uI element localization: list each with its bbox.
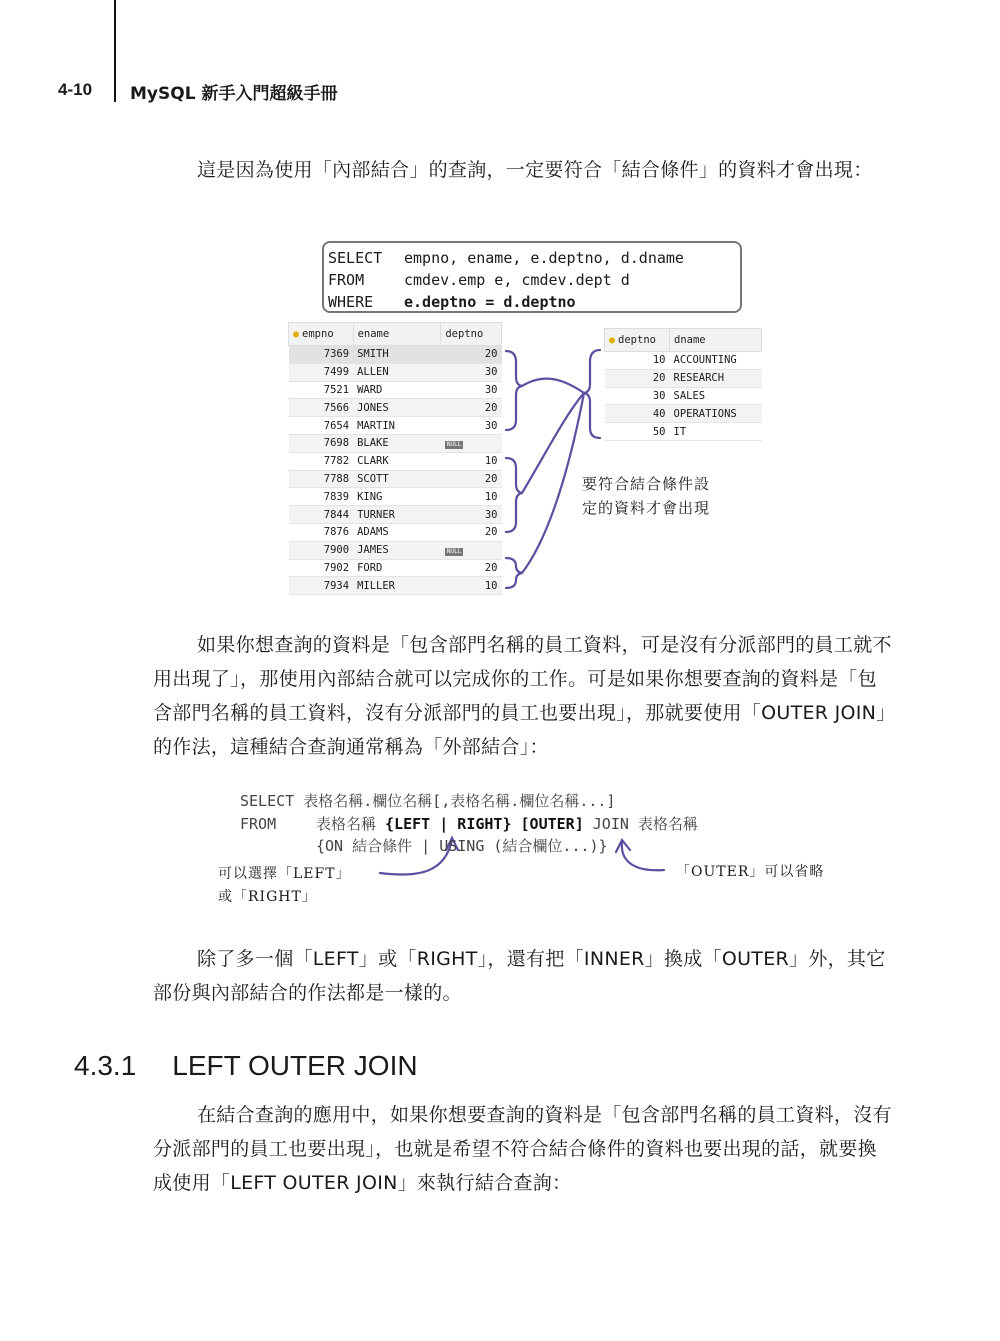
cell-deptno: 10: [441, 577, 502, 595]
cell-empno: 7521: [289, 381, 354, 399]
cell-empno: 7788: [289, 470, 354, 488]
cell-empno: 7839: [289, 488, 354, 506]
connector-2: [522, 393, 584, 493]
brace-emp-group-1: [506, 351, 522, 430]
cell-ename: ADAMS: [353, 523, 441, 541]
paragraph-4: 在結合查詢的應用中，如果你想要查詢的資料是「包含部門名稱的員工資料，沒有分派部門的員工也要出現」，也就是希望不符合結合條件的資料也要出現的話，就要換成使用「LEFT OUTER JOIN」來執行結合查詢：: [153, 1104, 892, 1194]
key-icon: ●: [609, 335, 616, 346]
cell-empno: 7782: [289, 452, 354, 470]
connector-3: [522, 393, 584, 573]
cell-ename: FORD: [353, 559, 441, 577]
cell-empno: 7902: [289, 559, 354, 577]
cell-dname: IT: [670, 423, 762, 441]
cell-empno: 7900: [289, 541, 354, 559]
cell-dname: RESEARCH: [670, 369, 762, 387]
null-badge: NULL: [446, 548, 462, 556]
cell-dname: SALES: [670, 387, 762, 405]
cell-deptno: 40: [605, 405, 670, 423]
page-number: 4-10: [58, 80, 93, 99]
cell-ename: ALLEN: [353, 363, 441, 381]
cell-empno: 7654: [289, 417, 354, 435]
cell-deptno: 30: [441, 381, 502, 399]
column-header-ename[interactable]: ename: [353, 323, 441, 346]
cell-deptno: 30: [605, 387, 670, 405]
brace-emp-group-3: [506, 558, 522, 588]
paragraph-2: 如果你想查詢的資料是「包含部門名稱的員工資料，可是沒有分派部門的員工就不用出現了」，那使用內部結合就可以完成你的工作。可是如果你想要查詢的資料是「包含部門名稱的員工資料，沒有分派部門的員工也要出現」，那就要使用「OUTER JOIN」的作法，這種結合查詢通常稱為「外部結合」：: [153, 634, 892, 758]
cell-deptno: 20: [441, 523, 502, 541]
cell-deptno: 30: [441, 363, 502, 381]
cell-deptno: 10: [441, 452, 502, 470]
brace-emp-group-2: [506, 458, 522, 532]
note-left-right: 可以選擇「LEFT」 或「RIGHT」: [218, 866, 351, 905]
cell-deptno: 30: [441, 417, 502, 435]
cell-ename: BLAKE: [353, 434, 441, 452]
connector-1: [522, 379, 584, 393]
cell-empno: 7566: [289, 399, 354, 417]
cell-deptno: 20: [605, 369, 670, 387]
cell-ename: WARD: [353, 381, 441, 399]
book-title: MySQL 新手入門超級手冊: [130, 84, 338, 104]
cell-ename: SCOTT: [353, 470, 441, 488]
key-icon: ●: [293, 329, 300, 340]
outer-join-syntax: SELECT 表格名稱.欄位名稱[,表格名稱.欄位名稱...] FROM 表格名稱 {LEFT | RIGHT} [OUTER] JOIN 表格名稱 {ON 結合條件 | USING (結合欄位...)}: [240, 792, 698, 855]
cell-empno: 7499: [289, 363, 354, 381]
cell-deptno: 10: [605, 352, 670, 370]
column-header-deptno[interactable]: deptno: [441, 323, 502, 346]
note-outer-optional: 「OUTER」可以省略: [676, 864, 825, 880]
brace-dept: [584, 350, 600, 438]
cell-deptno: 30: [441, 506, 502, 524]
cell-ename: MILLER: [353, 577, 441, 595]
null-badge: NULL: [446, 441, 462, 449]
cell-dname: ACCOUNTING: [670, 352, 762, 370]
cell-empno: 7934: [289, 577, 354, 595]
sql-example-box: SELECT empno, ename, e.deptno, d.dname FROM cmdev.emp e, cmdev.dept d WHERE e.deptno = d.deptno: [322, 241, 742, 313]
cell-deptno: 20: [441, 399, 502, 417]
cell-deptno: 20: [441, 346, 502, 364]
cell-empno: 7698: [289, 434, 354, 452]
cell-deptno: 20: [441, 559, 502, 577]
cell-dname: OPERATIONS: [670, 405, 762, 423]
cell-deptno: 50: [605, 423, 670, 441]
cell-ename: TURNER: [353, 506, 441, 524]
cell-deptno: 10: [441, 488, 502, 506]
cell-empno: 7876: [289, 523, 354, 541]
column-header-deptno[interactable]: ● deptno: [605, 329, 670, 352]
cell-ename: KING: [353, 488, 441, 506]
note-join-condition: 要符合結合條件設 定的資料才會出現: [582, 475, 711, 517]
cell-ename: CLARK: [353, 452, 441, 470]
cell-ename: MARTIN: [353, 417, 441, 435]
cell-empno: 7369: [289, 346, 354, 364]
cell-ename: JAMES: [353, 541, 441, 559]
cell-deptno: 20: [441, 470, 502, 488]
paragraph-3: 除了多一個「LEFT」或「RIGHT」，還有把「INNER」換成「OUTER」外，其它部份與內部結合的作法都是一樣的。: [153, 948, 886, 1004]
paragraph-1: 這是因為使用「內部結合」的查詢，一定要符合「結合條件」的資料才會出現：: [197, 159, 873, 181]
cell-empno: 7844: [289, 506, 354, 524]
column-header-dname[interactable]: dname: [670, 329, 762, 352]
cell-ename: JONES: [353, 399, 441, 417]
cell-ename: SMITH: [353, 346, 441, 364]
column-header-empno[interactable]: ● empno: [289, 323, 354, 346]
section-heading: 4.3.1 LEFT OUTER JOIN: [74, 1050, 418, 1081]
